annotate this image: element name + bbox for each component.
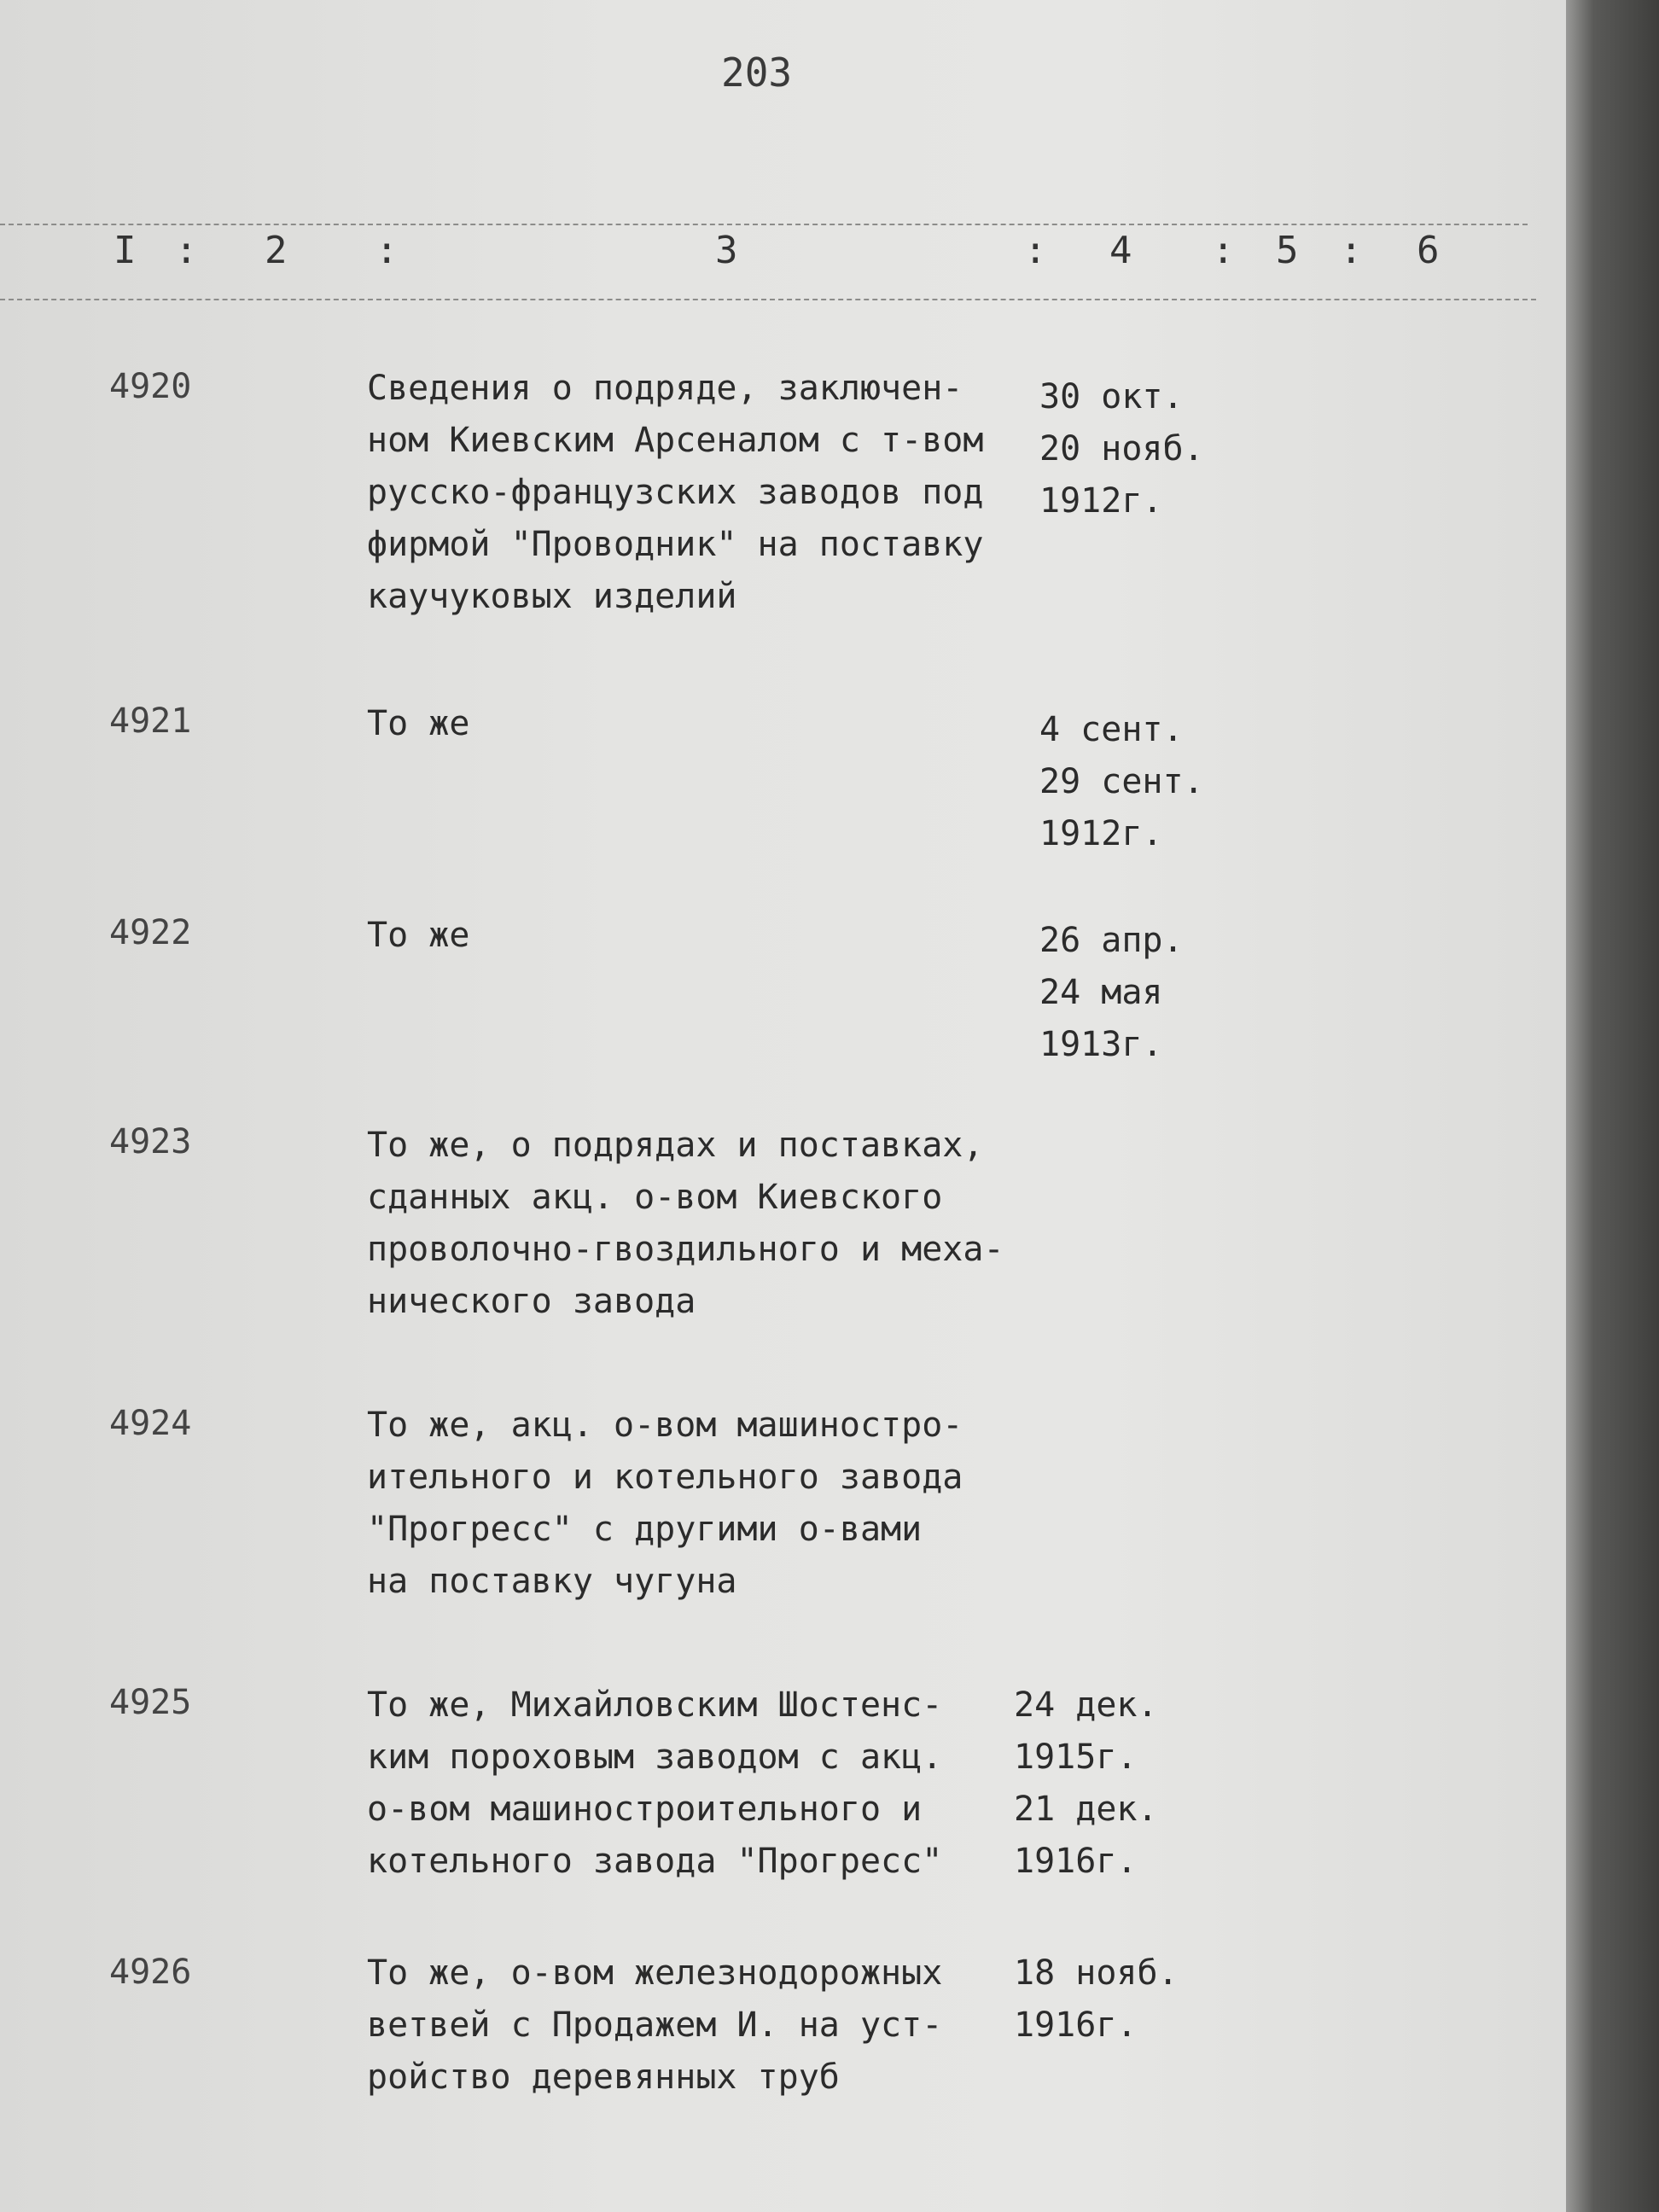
description-line: То же, Михайловским Шостенс-: [367, 1685, 943, 1725]
entry-description: [367, 363, 983, 623]
date-line: 21 дек.: [1014, 1790, 1158, 1829]
description-line: То же, о подрядах и поставках,: [367, 1126, 984, 1165]
entry-number: 4922: [109, 913, 192, 952]
date-line: 30 окт.: [1039, 377, 1184, 416]
page-number: 203: [721, 49, 793, 96]
entry-description: [367, 1679, 942, 1888]
description-line: нического завода: [367, 1282, 696, 1321]
description-line: каучуковых изделий: [367, 577, 737, 616]
column-header-2: 2: [265, 229, 288, 272]
entry-number: 4924: [109, 1404, 192, 1443]
column-separator: :: [375, 229, 399, 272]
description-line: фирмой "Проводник" на поставку: [367, 525, 984, 564]
entry-description: [367, 1120, 1004, 1328]
entry-number: 4926: [109, 1953, 192, 1992]
date-line: 24 дек.: [1014, 1685, 1158, 1725]
description-line: о-вом машиностроительного и: [367, 1790, 923, 1829]
page-edge-shadow: [1566, 0, 1659, 2212]
description-line: То же, акц. о-вом машиностро-: [367, 1406, 963, 1445]
entry-dates: [1014, 1947, 1179, 2052]
description-line: То же: [367, 916, 470, 955]
description-line: "Прогресс" с другими о-вами: [367, 1510, 923, 1549]
column-separator: :: [1212, 229, 1235, 272]
description-line: То же, о-вом железнодорожных: [367, 1953, 943, 1993]
description-line: русско-французских заводов под: [367, 473, 984, 512]
entry-description: [367, 910, 469, 962]
description-line: ройство деревянных труб: [367, 2058, 840, 2097]
date-line: 18 нояб.: [1014, 1953, 1179, 1993]
column-header-4: 4: [1109, 229, 1132, 272]
description-line: сданных акц. о-вом Киевского: [367, 1178, 943, 1217]
header-rule-bottom: [0, 299, 1536, 300]
column-separator: :: [1024, 229, 1047, 272]
date-line: 4 сент.: [1039, 710, 1184, 749]
description-line: Сведения о подряде, заключен-: [367, 369, 963, 408]
entry-description: [367, 1400, 963, 1608]
entry-description: [367, 1947, 942, 2104]
date-line: 24 мая: [1039, 973, 1163, 1012]
column-separator: :: [175, 229, 198, 272]
column-header-6: 6: [1417, 229, 1440, 272]
description-line: ительного и котельного завода: [367, 1458, 963, 1497]
column-separator: :: [1340, 229, 1363, 272]
date-line: 1916г.: [1014, 1842, 1138, 1881]
date-line: 1912г.: [1039, 814, 1163, 853]
description-line: на поставку чугуна: [367, 1562, 737, 1601]
header-rule-top: [0, 224, 1528, 225]
date-line: 1913г.: [1039, 1025, 1163, 1064]
description-line: ким пороховым заводом с акц.: [367, 1738, 943, 1777]
entry-dates: [1039, 371, 1204, 527]
date-line: 1912г.: [1039, 481, 1163, 521]
description-line: ном Киевским Арсеналом с т-вом: [367, 421, 984, 460]
entry-dates: [1014, 1679, 1158, 1888]
entry-dates: [1039, 915, 1184, 1071]
description-line: ветвей с Продажем И. на уст-: [367, 2005, 943, 2045]
entry-number: 4921: [109, 701, 192, 741]
date-line: 26 апр.: [1039, 921, 1184, 960]
column-header-5: 5: [1276, 229, 1299, 272]
entry-description: [367, 698, 469, 750]
entry-number: 4920: [109, 367, 192, 406]
column-header-3: 3: [715, 229, 738, 272]
description-line: котельного завода "Прогресс": [367, 1842, 943, 1881]
description-line: проволочно-гвоздильного и меха-: [367, 1230, 1004, 1269]
date-line: 20 нояб.: [1039, 429, 1204, 469]
column-header-1: I: [114, 229, 137, 272]
entry-number: 4923: [109, 1122, 192, 1161]
date-line: 1916г.: [1014, 2005, 1138, 2045]
entry-number: 4925: [109, 1683, 192, 1722]
date-line: 1915г.: [1014, 1738, 1138, 1777]
description-line: То же: [367, 704, 470, 743]
entry-dates: [1039, 704, 1204, 860]
date-line: 29 сент.: [1039, 762, 1204, 801]
